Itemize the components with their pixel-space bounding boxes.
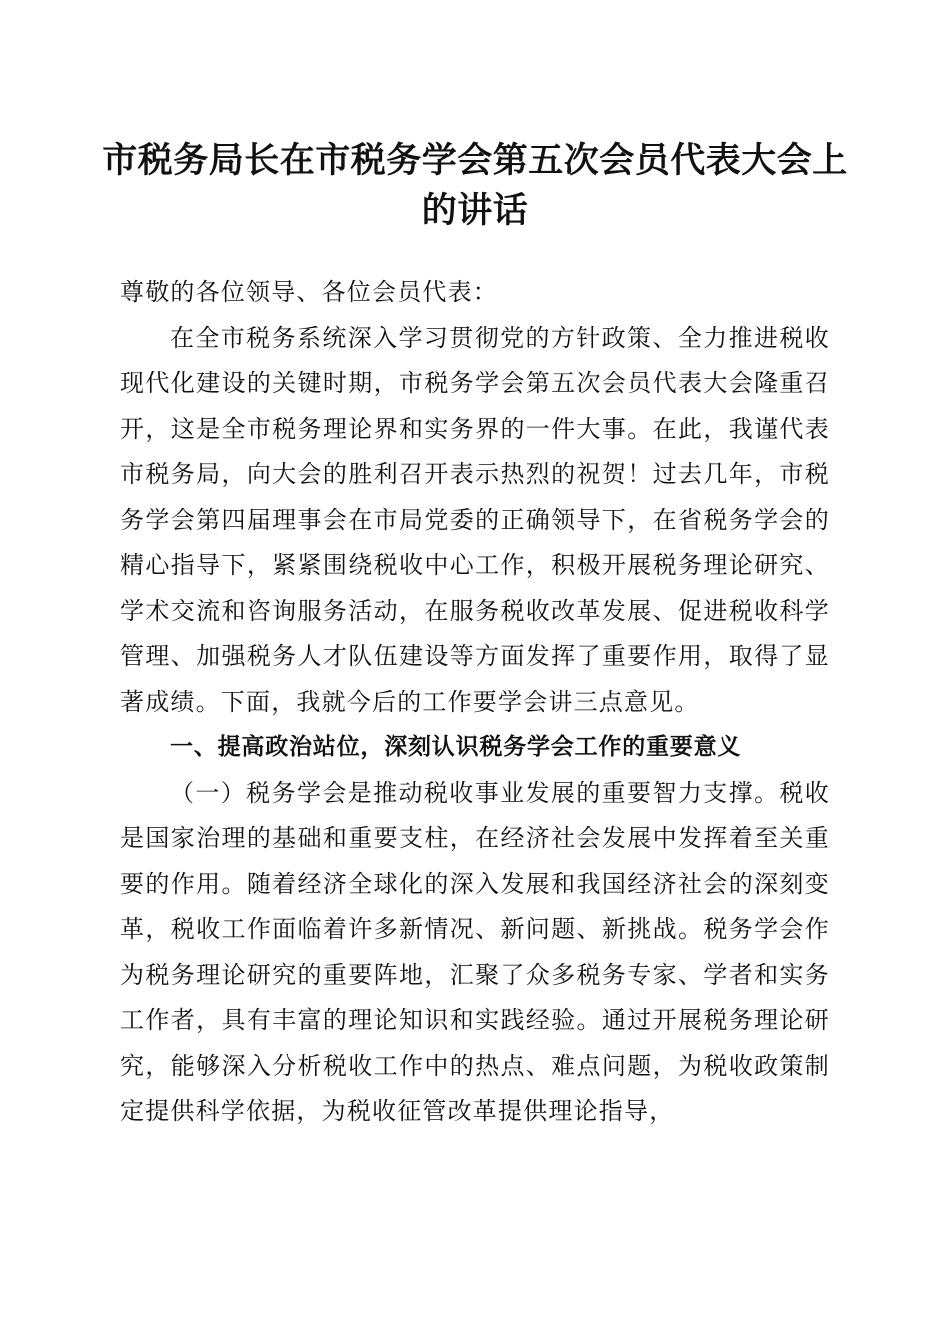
opening-paragraph: 在全市税务系统深入学习贯彻党的方针政策、全力推进税收现代化建设的关键时期，市税务学会第五次会员代表大会隆重召开，这是全市税务理论界和实务界的一件大事。在此，我谨代表市税务局，向大会的胜利召开表示热烈的祝贺！过去几年，市税务学会第四届理事会在市局党委的正确领导下，在省税务学会的精心指导下，紧紧围绕税收中心工作，积极开展税务理论研究、学术交流和咨询服务活动，在服务税收改革发展、促进税收科学管理、加强税务人才队伍建设等方面发挥了重要作用，取得了显著成绩。下面，我就今后的工作要学会讲三点意见。: [120, 323, 830, 716]
document-title: 市税务局长在市税务学会第五次会员代表大会上的讲话: [102, 140, 848, 231]
subsection-paragraph: （一）税务学会是推动税收事业发展的重要智力支撑。税收是国家治理的基础和重要支柱，在经济社会发展中发挥着至关重要的作用。随着经济全球化的深入发展和我国经济社会的深刻变革，税收工作面临着许多新情况、新问题、新挑战。税务学会作为税务理论研究的重要阵地，汇聚了众多税务专家、学者和实务工作者，具有丰富的理论知识和实践经验。通过开展税务理论研究，能够深入分析税收工作中的热点、难点问题，为税收政策制定提供科学依据，为税收征管改革提供理论指导，: [120, 778, 830, 1125]
salutation: 尊敬的各位领导、各位会员代表：: [120, 278, 498, 306]
section-heading: 一、提高政治站位，深刻认识税务学会工作的重要意义: [170, 734, 742, 760]
document-body: [120, 270, 830, 1135]
